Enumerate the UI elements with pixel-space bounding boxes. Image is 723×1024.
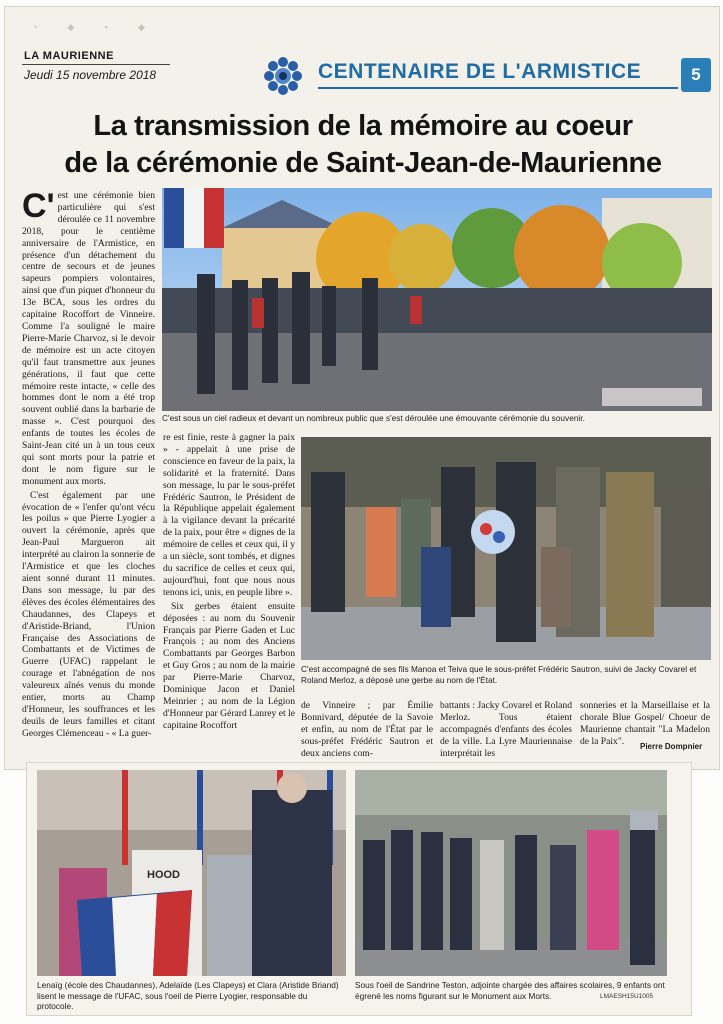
masthead-rule <box>22 64 170 65</box>
photo-ufac-message-image <box>37 770 346 976</box>
paragraph: re est finie, reste à gagner la paix » - appelait à une prise de conscience en faveur de la paix, la solidarité et la fraternité. Dans son message, lu par le sous-préfet Frédéric Sautron, le Président de la République appelait également à la vigilance devant la précarité de la paix, pour être « dignes de la mémoire de celles et ceux qui, il y a un siècle, sont tombés, et dignes du sacrifice de celles et ceux qui, aujourd'hui, font que nous nous tenons ici, unis, en peuple libre ». <box>163 432 295 598</box>
headline-line-2: de la cérémonie de Saint-Jean-de-Maurienne <box>64 147 662 179</box>
publication-date: Jeudi 15 novembre 2018 <box>24 68 157 82</box>
paragraph: battants : Jacky Covarel et Roland Merloz. Tous étaient accompagnés d'enfants des écoles de la ville. La Lyre Mauriennaise interprétait les <box>440 700 572 759</box>
bleuet-flower-icon <box>263 56 303 96</box>
newspaper-name: LA MAURIENNE <box>24 50 114 62</box>
headline-line-1: La transmission de la mémoire au coeur <box>93 110 633 142</box>
photo-wreath-laying-image <box>301 437 711 660</box>
caption-photo-2: C'est accompagné de ses fils Manoa et Teiva que le sous-préfet Frédéric Sautron, suivi de Jacky Covarel et Roland Merloz, a déposé une gerbe au nom de l'État. <box>301 664 697 685</box>
masthead-left <box>24 50 156 82</box>
photo-monument-names <box>355 770 667 976</box>
photo-monument-names-image <box>355 770 667 976</box>
sweatshirt-text: HOOD <box>147 869 180 881</box>
paragraph: est une cérémonie bien particulière qui s'est déroulée ce 11 novembre 2018, pour le centième anniversaire de l'Armistice, en présence d'un détachement du centre de secours et de jeunes sapeurs pompiers volontaires, ainsi que d'un piquet d'honneur du 13e BCA, sous les ordres du capitaine Rocoffort de Vinneire. Comme l'a souligné le maire Pierre-Marie Charvoz, si le devoir de mémoire est un acte citoyen qu'il faut transmettre aux jeunes générations, il faut que cette mémoire reste intacte, « celle des hommes dont le nom a été trop souvent oublié dans la barbarie de masse ». C'est pourquoi des enfants de toutes les écoles de Saint-Jean cité un à un tous ceux qui sont morts pour la patrie et dont le nom figure sur le monument aux morts. <box>22 190 155 487</box>
caption-photo-3: Lenaïg (école des Chaudannes), Adelaïde (Les Clapeys) et Clara (Aristide Briand) lisent le message de l'UFAC, sous l'oeil de Pierre Lyogier, responsable du protocole. <box>37 980 339 1011</box>
section-rule <box>318 87 678 89</box>
caption-photo-1: C'est sous un ciel radieux et devant un nombreux public que s'est déroulée une émouvante cérémonie du souvenir. <box>162 413 585 423</box>
photo-ceremony-square <box>162 188 712 411</box>
photo-ceremony-square-image <box>162 188 712 411</box>
section-title: CENTENAIRE DE L'ARMISTICE <box>318 60 642 83</box>
caption-photo-4: Sous l'oeil de Sandrine Teston, adjointe chargée des affaires scolaires, 9 enfants ont égrené les noms figurant sur le Monument aux Morts. <box>355 980 665 1001</box>
paragraph: Six gerbes étaient ensuite déposées : au nom du Souvenir Français par Pierre Gaden et Luc François ; au nom des Anciens Combattants par Georges Barbon et Guy Gros ; au nom de la mairie par Pierre-Marie Charvoz, Dominique Jacon et Daniel Meinrier ; au nom de la Légion d'Honneur par Gérard Lanrey et le capitaine Rocoffort <box>163 600 295 731</box>
paragraph: C'est également par une évocation de « l'enfer qu'ont vécu les poilus » que Pierre Lyogier a ouvert la cérémonie, après que Jean-Paul Margueron ait interprété au clairon la sonnerie de l'Armistice et que les cloches aient sonné durant 11 minutes. Dans son message, lu par des élèves des écoles élémentaires des Chaudannes, des Clapeys et d'Aristide-Briand, l'Union Française des Associations de Combattants et de Victimes de Guerre (UFAC) rappelant le courage et l'abnégation de nos valeureux aînés venus du monde entier, morts au Champ d'Honneur, les souffrances et les deuils de leurs familles et citant Georges Clémenceau - « La guer- <box>22 489 155 739</box>
article-column-1 <box>22 187 155 742</box>
paragraph: de Vinneire ; par Émilie Bonnivard, députée de la Savoie et enfin, au nom de l'État par le sous-préfet Frédéric Sautron et deux anciens com- <box>301 700 433 759</box>
article-column-3 <box>301 700 433 760</box>
paragraph: sonneries et la Marseillaise et la chorale Blue Gospel/ Choeur de Maurienne chantait "La Madelon de la Paix". <box>580 700 710 747</box>
article-column-5 <box>580 700 710 748</box>
article-headline <box>18 108 708 182</box>
reference-code: LMAESH15U1005 <box>600 993 654 1000</box>
article-column-2 <box>163 432 295 734</box>
page-number-badge: 5 <box>681 58 711 92</box>
article-column-4 <box>440 700 572 760</box>
decorative-dots: • ◆ ▪ ◆ <box>34 22 159 32</box>
author-byline: Pierre Dompnier <box>640 742 703 751</box>
drop-cap: C' <box>22 187 55 225</box>
photo-wreath-laying <box>301 437 711 660</box>
photo-ufac-message <box>37 770 346 976</box>
